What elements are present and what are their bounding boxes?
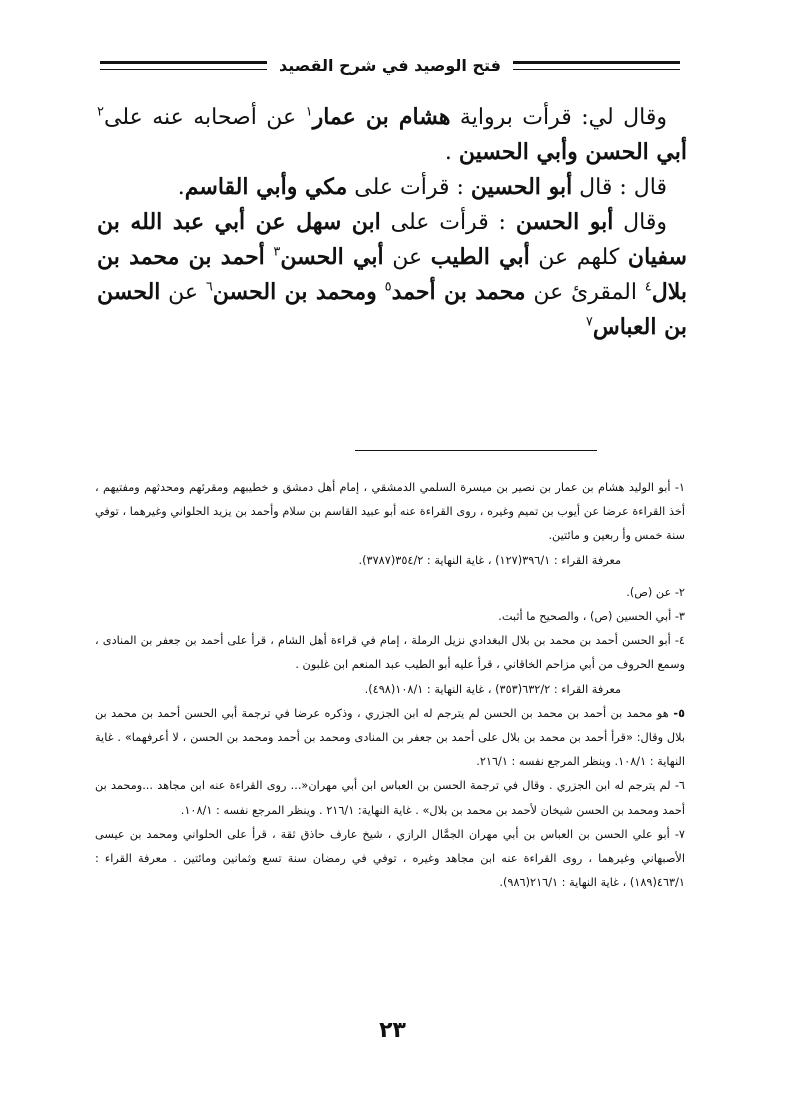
footnotes xyxy=(95,476,685,895)
spacer xyxy=(95,573,685,581)
bold-name: ابن سهل عن أبي عبد الله بن سفيان xyxy=(97,209,687,270)
footnote-ref: ٢ xyxy=(97,104,104,120)
footnote-4: ٤- أبو الحسن أحمد بن محمد بن بلال البغدادي نزيل الرملة ، إمام في قراءة أهل الشام ، قرأ على أحمد بن جعفر بن المنادى ، وسمع الحروف من أبي مزاحم الخاقاني ، قرأ عليه أبو الطيب عبد المنعم ابن غلبون . xyxy=(95,634,685,672)
text: عن أصحابه عنه على xyxy=(103,105,306,130)
running-header xyxy=(100,50,680,80)
bold-name: أبو الحسن xyxy=(515,209,614,235)
footnote-5-number: ٥- xyxy=(668,706,685,720)
footnote-ref: ٥ xyxy=(384,279,392,295)
footnote-separator xyxy=(355,450,597,451)
footnote-6: ٦- لم يترجم له ابن الجزري . وقال في ترجمة الحسن بن العباس ابن أبي مهران«... روى القراءة عنه ابن مجاهد ...ومحمد بن أحمد ومحمد بن الحسن شيخان لأحمد بن محمد بن بلال» . غاية النهاية: ٢١٦/١ . وينظر المرجع نفسه : ١٠٨/١. xyxy=(95,779,685,817)
footnote-ref: ٧ xyxy=(585,314,593,330)
footnote-3: ٣- أبي الحسين (ص) ، والصحيح ما أثبت. xyxy=(498,610,685,624)
bold-name: أبي الطيب xyxy=(430,244,530,270)
bold-name: أبو الحسين xyxy=(470,174,573,200)
paragraph-1 xyxy=(97,100,687,170)
main-text xyxy=(97,100,687,345)
header-rule-left xyxy=(100,61,267,70)
footnote-4-reference: معرفة القراء : ٦٣٢/٢(٣٥٣) ، غاية النهاية : ١٠٨/١(٤٩٨). xyxy=(364,682,621,696)
text: . xyxy=(177,175,185,200)
footnote-ref: ٤ xyxy=(644,279,652,295)
text: وقال لي: قرأت برواية xyxy=(450,105,667,130)
footnote-1: ١- أبو الوليد هشام بن عمار بن نصير بن ميسرة السلمي الدمشقي ، إمام أهل دمشق و خطيبهم ومقرئهم ومحدثهم ومفتيهم ، أخذ القراءة عرضا عن أيوب بن تميم وغيره ، روى القراءة عنه أبو عبيد القاسم بن سلام وأحمد بن يزيد الحلواني وغيرهما ، توفي سنة خمس وأ ربعين و مائتين. xyxy=(95,481,685,543)
text: . xyxy=(444,140,459,165)
bold-name: هشام بن عمار xyxy=(312,104,451,130)
bold-name: الحسن بن العباس xyxy=(97,279,687,340)
footnote-ref: ٣ xyxy=(273,244,281,260)
footnote-5-text: هو محمد بن أحمد بن محمد بن الحسن لم يترجم له ابن الجزري ، وذكره عرضا في ترجمة أبي الحسن أحمد بن محمد بن بلال وقال: «قرأ أحمد بن محمد بن بلال على أحمد بن جعفر بن المنادى ومحمد بن أحمد ومحمد بن الحسن ، لا أعرفهما» . غاية النهاية : ١٠٨/١. وينظر المرجع نفسه : ٢١٦/١. xyxy=(95,706,685,769)
paragraph-2 xyxy=(97,170,687,205)
bold-name: محمد بن أحمد xyxy=(391,279,526,305)
bold-name: أبي الحسن xyxy=(280,244,384,270)
bold-name: ومحمد بن الحسن xyxy=(212,279,377,305)
footnote-1-reference: معرفة القراء : ٣٩٦/١(١٢٧) ، غاية النهاية : ٣٥٤/٢(٣٧٨٧). xyxy=(358,553,621,567)
footnote-5 xyxy=(95,702,685,775)
header-title: فتح الوصيد في شرح القصيد xyxy=(278,55,501,75)
text: وقال xyxy=(613,210,667,235)
text: عن xyxy=(160,280,206,305)
text: قال : قال xyxy=(572,175,667,200)
bold-name: أحمد بن محمد بن بلال xyxy=(97,244,687,305)
footnote-2: ٢- عن (ص). xyxy=(626,585,685,599)
footnote-ref: ١ xyxy=(305,104,313,120)
footnote-ref: ٦ xyxy=(205,279,213,295)
paragraph-3 xyxy=(97,205,687,345)
page-number: ٢٣ xyxy=(379,1018,406,1043)
text: كلهم عن xyxy=(529,245,628,270)
text: : قرأت على xyxy=(380,210,516,235)
bold-name: مكي وأبي القاسم xyxy=(184,174,348,200)
footnote-7: ٧- أبو علي الحسن بن العباس بن أبي مهران الجمَّال الرازي ، شيخ عارف حاذق ثقة ، قرأ على الحلواني ومحمد بن عيسى الأصبهاني وغيرهما ، روى القراءة عنه ابن مجاهد وغيره ، توفي في رمضان سنة تسع وثمانين ومائتين . معرفة القراء : ٤٦٣/١(١٨٩) ، غاية النهاية : ٢١٦/١(٩٨٦). xyxy=(95,827,685,890)
text: عن xyxy=(383,245,431,270)
text xyxy=(377,280,385,305)
text: المقرئ عن xyxy=(525,280,645,305)
bold-name: أبي الحسن وأبي الحسين xyxy=(458,139,687,165)
text: : قرأت على xyxy=(347,175,471,200)
header-rule-right xyxy=(513,61,680,70)
